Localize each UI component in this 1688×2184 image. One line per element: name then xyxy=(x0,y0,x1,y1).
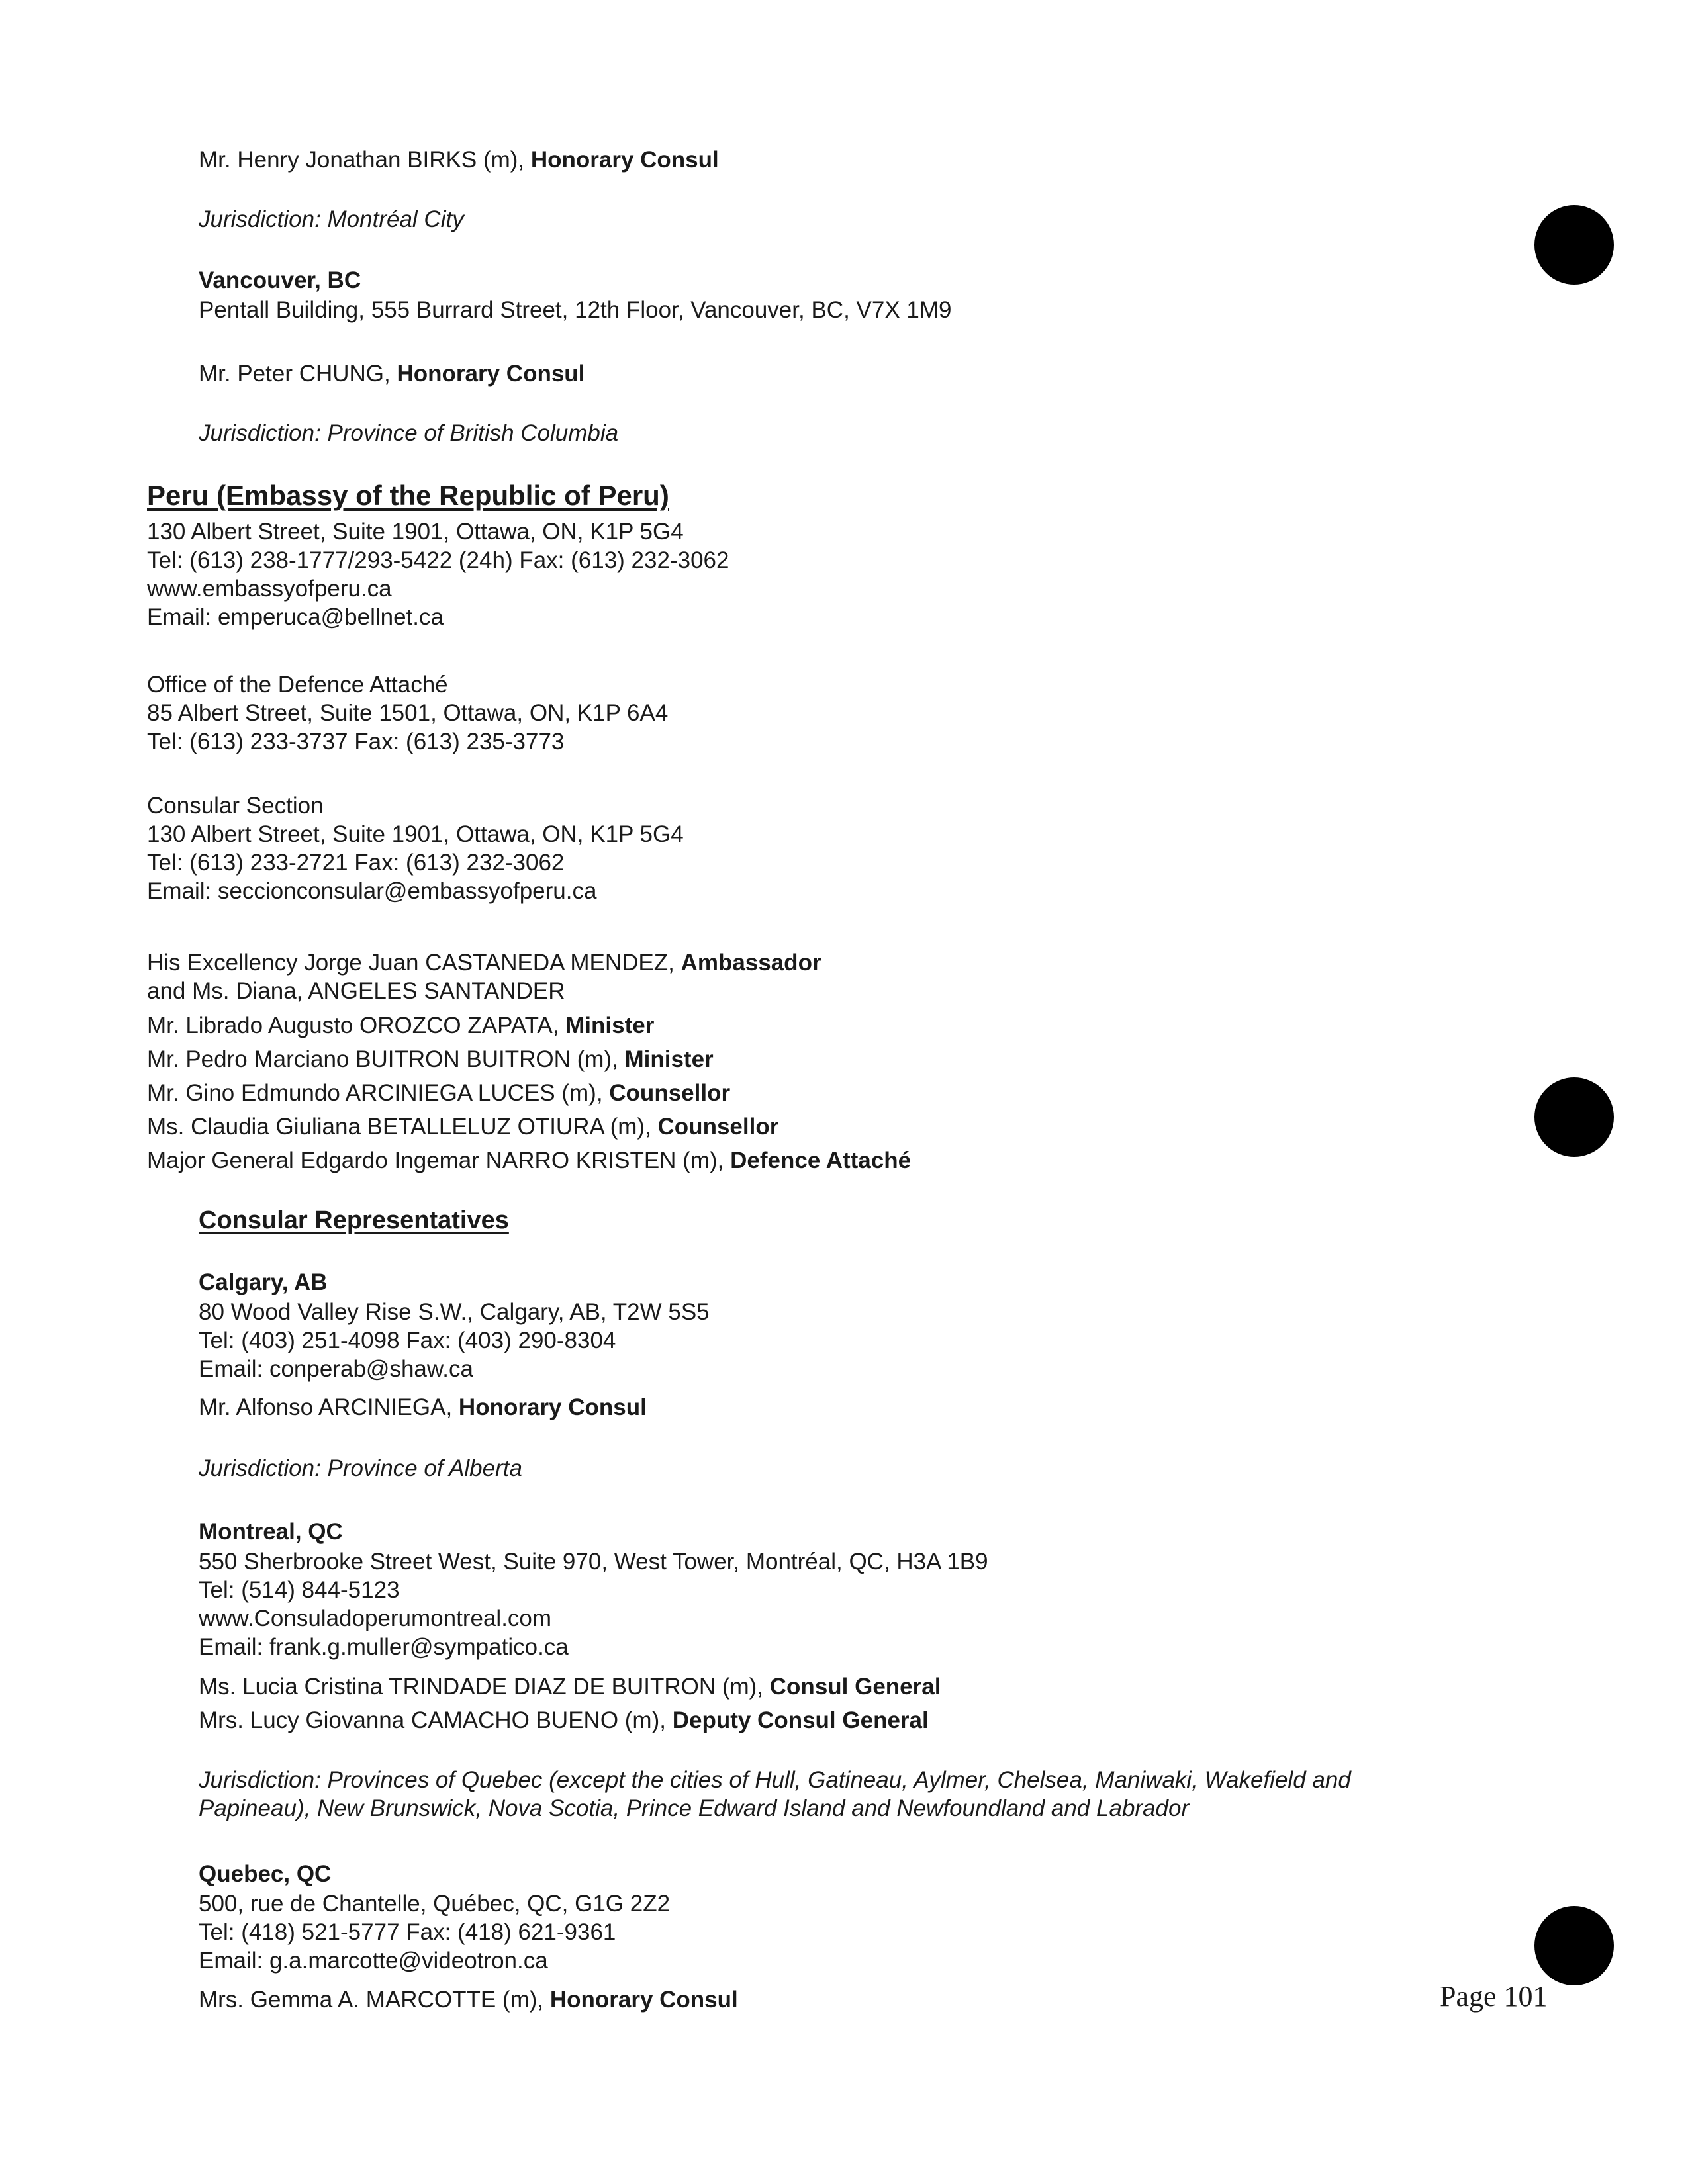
defence-tel: Tel: (613) 233-3737 Fax: (613) 235-3773 xyxy=(147,729,565,754)
calgary-jurisdiction: Jurisdiction: Province of Alberta xyxy=(199,1455,522,1481)
calgary-address: 80 Wood Valley Rise S.W., Calgary, AB, T2W 5S5 xyxy=(199,1299,710,1325)
birks-entry: Mr. Henry Jonathan BIRKS (m), Honorary Consul xyxy=(199,147,719,173)
calgary-tel: Tel: (403) 251-4098 Fax: (403) 290-8304 xyxy=(199,1328,616,1353)
montreal-tel: Tel: (514) 844-5123 xyxy=(199,1577,400,1603)
montreal-staff-row: Ms. Lucia Cristina TRINDADE DIAZ DE BUITRON (m), Consul General xyxy=(199,1674,941,1700)
hole-punch-top xyxy=(1534,205,1614,285)
staff-row: and Ms. Diana, ANGELES SANTANDER xyxy=(147,978,565,1004)
quebec-city: Quebec, QC xyxy=(199,1861,332,1887)
staff-row: His Excellency Jorge Juan CASTANEDA MENDEZ, Ambassador xyxy=(147,950,821,976)
montreal-jurisdiction-line1: Jurisdiction: Provinces of Quebec (except the cities of Hull, Gatineau, Aylmer, Chelsea, Maniwaki, Wakefield and xyxy=(199,1767,1351,1793)
montreal-website: www.Consuladoperumontreal.com xyxy=(199,1606,552,1631)
defence-address: 85 Albert Street, Suite 1501, Ottawa, ON, K1P 6A4 xyxy=(147,700,669,726)
staff-row: Mr. Pedro Marciano BUITRON BUITRON (m), Minister xyxy=(147,1046,714,1072)
calgary-email: Email: conperab@shaw.ca xyxy=(199,1356,473,1382)
quebec-address: 500, rue de Chantelle, Québec, QC, G1G 2Z2 xyxy=(199,1891,671,1917)
montreal-jurisdiction-line2: Papineau), New Brunswick, Nova Scotia, Prince Edward Island and Newfoundland and Labrador xyxy=(199,1796,1190,1821)
quebec-tel: Tel: (418) 521-5777 Fax: (418) 621-9361 xyxy=(199,1919,616,1945)
montreal-city: Montreal, QC xyxy=(199,1519,343,1545)
consular-reps-heading: Consular Representatives xyxy=(199,1206,509,1234)
vancouver-jurisdiction: Jurisdiction: Province of British Columbia xyxy=(199,420,619,446)
calgary-consul: Mr. Alfonso ARCINIEGA, Honorary Consul xyxy=(199,1394,647,1420)
vancouver-consul: Mr. Peter CHUNG, Honorary Consul xyxy=(199,361,585,387)
quebec-consul: Mrs. Gemma A. MARCOTTE (m), Honorary Consul xyxy=(199,1987,738,2013)
staff-row: Major General Edgardo Ingemar NARRO KRISTEN (m), Defence Attaché xyxy=(147,1148,912,1173)
vancouver-address: Pentall Building, 555 Burrard Street, 12th Floor, Vancouver, BC, V7X 1M9 xyxy=(199,297,952,323)
page-number: Page 101 xyxy=(1440,1980,1548,2013)
calgary-city: Calgary, AB xyxy=(199,1269,328,1295)
staff-row: Ms. Claudia Giuliana BETALLELUZ OTIURA (m), Counsellor xyxy=(147,1114,779,1140)
peru-website: www.embassyofperu.ca xyxy=(147,576,392,602)
consular-label: Consular Section xyxy=(147,793,324,819)
peru-heading: Peru (Embassy of the Republic of Peru) xyxy=(147,480,669,511)
vancouver-city: Vancouver, BC xyxy=(199,267,361,293)
hole-punch-bottom xyxy=(1534,1906,1614,1985)
montreal-email: Email: frank.g.muller@sympatico.ca xyxy=(199,1634,569,1660)
peru-email: Email: emperuca@bellnet.ca xyxy=(147,604,444,630)
consular-address: 130 Albert Street, Suite 1901, Ottawa, ON, K1P 5G4 xyxy=(147,821,684,847)
consular-email: Email: seccionconsular@embassyofperu.ca xyxy=(147,878,597,904)
hole-punch-middle xyxy=(1534,1077,1614,1157)
staff-row: Mr. Gino Edmundo ARCINIEGA LUCES (m), Counsellor xyxy=(147,1080,731,1106)
peru-address: 130 Albert Street, Suite 1901, Ottawa, ON, K1P 5G4 xyxy=(147,519,684,545)
jurisdiction-montreal-city: Jurisdiction: Montréal City xyxy=(199,206,464,232)
staff-row: Mr. Librado Augusto OROZCO ZAPATA, Minister xyxy=(147,1013,655,1038)
defence-label: Office of the Defence Attaché xyxy=(147,672,448,698)
peru-tel: Tel: (613) 238-1777/293-5422 (24h) Fax: (613) 232-3062 xyxy=(147,547,729,573)
montreal-staff-row: Mrs. Lucy Giovanna CAMACHO BUENO (m), Deputy Consul General xyxy=(199,1707,929,1733)
quebec-email: Email: g.a.marcotte@videotron.ca xyxy=(199,1948,548,1974)
montreal-address: 550 Sherbrooke Street West, Suite 970, West Tower, Montréal, QC, H3A 1B9 xyxy=(199,1549,988,1574)
consular-tel: Tel: (613) 233-2721 Fax: (613) 232-3062 xyxy=(147,850,565,876)
